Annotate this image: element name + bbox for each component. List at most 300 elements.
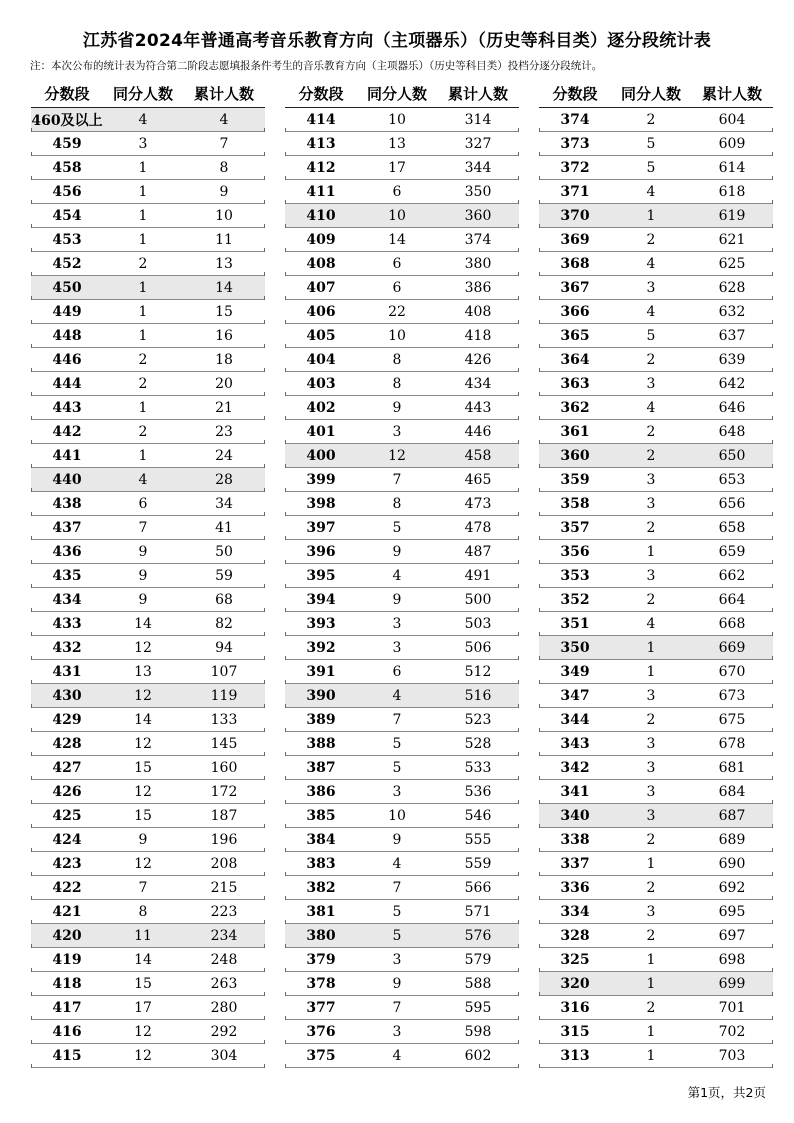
score-cell: 368 (560, 255, 590, 272)
table-row (539, 852, 773, 876)
score-cell: 386 (306, 783, 336, 800)
same-count-cell: 1 (646, 1023, 656, 1040)
same-count-cell: 4 (646, 303, 656, 320)
same-count-cell: 3 (646, 759, 656, 776)
table-row (31, 732, 265, 756)
cumulative-cell: 702 (718, 1023, 746, 1040)
table-row (31, 684, 265, 708)
table-row (31, 588, 265, 612)
same-count-cell: 2 (646, 591, 656, 608)
same-count-cell: 3 (646, 735, 656, 752)
same-count-cell: 13 (388, 135, 406, 152)
cumulative-cell: 528 (464, 735, 492, 752)
cumulative-cell: 9 (219, 183, 229, 200)
table-row (285, 492, 519, 516)
table-row (539, 252, 773, 276)
same-count-cell: 14 (134, 615, 152, 632)
same-count-cell: 1 (646, 855, 656, 872)
cumulative-cell: 598 (464, 1023, 492, 1040)
same-count-cell: 1 (138, 231, 148, 248)
cumulative-cell: 571 (464, 903, 492, 920)
same-count-cell: 3 (646, 783, 656, 800)
score-cell: 456 (52, 183, 82, 200)
same-count-cell: 3 (392, 783, 402, 800)
same-count-cell: 2 (138, 375, 148, 392)
table-row (31, 348, 265, 372)
cumulative-cell: 443 (464, 399, 492, 416)
score-cell: 404 (306, 351, 336, 368)
page-title: 江苏省2024年普通高考音乐教育方向（主项器乐）（历史等科目类）逐分段统计表 (82, 31, 712, 51)
same-count-cell: 3 (646, 495, 656, 512)
cumulative-cell: 208 (210, 855, 238, 872)
cumulative-cell: 639 (718, 351, 746, 368)
cumulative-cell: 21 (215, 399, 233, 416)
table-row (31, 276, 265, 300)
same-count-cell: 7 (138, 519, 148, 536)
score-cell: 425 (52, 807, 82, 824)
score-cell: 367 (560, 279, 590, 296)
table-row (31, 420, 265, 444)
same-count-cell: 9 (392, 591, 402, 608)
same-count-cell: 2 (646, 111, 656, 128)
table-row (285, 372, 519, 396)
cumulative-cell: 512 (464, 663, 492, 680)
cumulative-cell: 314 (464, 111, 492, 128)
cumulative-cell: 614 (718, 159, 746, 176)
same-count-cell: 1 (646, 1047, 656, 1064)
cumulative-cell: 478 (464, 519, 492, 536)
cumulative-cell: 632 (718, 303, 746, 320)
same-count-cell: 8 (392, 351, 402, 368)
same-count-cell: 5 (392, 759, 402, 776)
table-row (285, 780, 519, 804)
cumulative-cell: 68 (215, 591, 233, 608)
same-count-cell: 5 (392, 519, 402, 536)
cumulative-cell: 588 (464, 975, 492, 992)
score-cell: 364 (560, 351, 590, 368)
cumulative-cell: 684 (718, 783, 746, 800)
cumulative-cell: 687 (718, 807, 746, 824)
same-count-cell: 1 (138, 399, 148, 416)
table-row (539, 1020, 773, 1044)
table-row (31, 180, 265, 204)
cumulative-cell: 536 (464, 783, 492, 800)
score-cell: 349 (560, 663, 590, 680)
score-cell: 353 (560, 567, 590, 584)
cumulative-cell: 187 (210, 807, 238, 824)
table-row (285, 1044, 519, 1068)
table-column-3 (539, 80, 773, 1068)
score-cell: 344 (560, 711, 590, 728)
table-row (285, 756, 519, 780)
score-cell: 347 (560, 687, 590, 704)
table-row (31, 228, 265, 252)
table-row (285, 708, 519, 732)
cumulative-cell: 380 (464, 255, 492, 272)
same-count-cell: 1 (138, 207, 148, 224)
same-count-cell: 3 (646, 807, 656, 824)
same-count-cell: 1 (138, 447, 148, 464)
table-row (539, 972, 773, 996)
table-row (31, 876, 265, 900)
same-count-cell: 5 (646, 327, 656, 344)
same-count-cell: 22 (388, 303, 406, 320)
same-count-cell: 9 (138, 567, 148, 584)
cumulative-cell: 500 (464, 591, 492, 608)
cumulative-cell: 374 (464, 231, 492, 248)
table-row (285, 804, 519, 828)
cumulative-cell: 609 (718, 135, 746, 152)
same-count-cell: 4 (138, 111, 148, 128)
cumulative-cell: 10 (215, 207, 233, 224)
cumulative-cell: 678 (718, 735, 746, 752)
table-row (31, 972, 265, 996)
table-row (539, 804, 773, 828)
table-column-1 (31, 80, 265, 1068)
table-row (285, 612, 519, 636)
score-cell: 385 (306, 807, 336, 824)
same-count-cell: 12 (134, 735, 152, 752)
page-number: 第1页，共2页 (687, 1085, 766, 1100)
same-count-cell: 3 (392, 951, 402, 968)
score-cell: 370 (560, 207, 590, 224)
table-row (539, 588, 773, 612)
table-row (285, 228, 519, 252)
cumulative-cell: 701 (718, 999, 746, 1016)
score-cell: 416 (52, 1023, 82, 1040)
cumulative-cell: 697 (718, 927, 746, 944)
table-row (285, 660, 519, 684)
score-cell: 452 (52, 255, 82, 272)
score-cell: 365 (560, 327, 590, 344)
cumulative-cell: 487 (464, 543, 492, 560)
same-count-cell: 3 (392, 615, 402, 632)
same-count-cell: 15 (134, 975, 152, 992)
score-cell: 444 (52, 375, 82, 392)
score-cell: 395 (306, 567, 336, 584)
same-count-cell: 6 (392, 183, 402, 200)
table-row (31, 660, 265, 684)
table-row (539, 180, 773, 204)
score-cell: 357 (560, 519, 590, 536)
table-row (285, 1020, 519, 1044)
cumulative-cell: 619 (718, 207, 746, 224)
score-cell: 341 (560, 783, 590, 800)
table-row (285, 684, 519, 708)
cumulative-cell: 386 (464, 279, 492, 296)
table-row (539, 924, 773, 948)
table-row (31, 852, 265, 876)
table-row (285, 180, 519, 204)
cumulative-cell: 646 (718, 399, 746, 416)
score-cell: 441 (52, 447, 82, 464)
cumulative-cell: 503 (464, 615, 492, 632)
table-row (285, 996, 519, 1020)
score-cell: 430 (52, 687, 82, 704)
cumulative-cell: 119 (210, 687, 238, 704)
table-row (31, 492, 265, 516)
table-row (31, 372, 265, 396)
score-cell: 410 (306, 207, 336, 224)
score-cell: 363 (560, 375, 590, 392)
cumulative-cell: 458 (464, 447, 492, 464)
same-count-cell: 2 (138, 255, 148, 272)
same-count-cell: 3 (646, 903, 656, 920)
cumulative-cell: 695 (718, 903, 746, 920)
table-row (285, 972, 519, 996)
cumulative-cell: 491 (464, 567, 492, 584)
score-cell: 320 (560, 975, 590, 992)
same-count-cell: 2 (646, 879, 656, 896)
same-count-cell: 2 (138, 351, 148, 368)
same-count-cell: 3 (392, 423, 402, 440)
same-count-cell: 4 (392, 687, 402, 704)
same-count-cell: 10 (388, 111, 406, 128)
cumulative-cell: 637 (718, 327, 746, 344)
same-count-cell: 7 (392, 711, 402, 728)
same-count-cell: 1 (138, 183, 148, 200)
score-cell: 421 (52, 903, 82, 920)
table-row (539, 132, 773, 156)
same-count-cell: 14 (134, 711, 152, 728)
score-cell: 378 (306, 975, 336, 992)
same-count-cell: 1 (138, 159, 148, 176)
table-row (539, 1044, 773, 1068)
cumulative-cell: 13 (215, 255, 233, 272)
table-row (285, 828, 519, 852)
table-row (285, 444, 519, 468)
same-count-cell: 7 (392, 999, 402, 1016)
table-row (539, 324, 773, 348)
table-row (285, 108, 519, 132)
score-cell: 436 (52, 543, 82, 560)
table-row (31, 900, 265, 924)
cumulative-cell: 34 (215, 495, 233, 512)
same-count-cell: 15 (134, 807, 152, 824)
same-count-cell: 3 (646, 471, 656, 488)
same-count-cell: 1 (646, 951, 656, 968)
same-count-cell: 4 (646, 399, 656, 416)
cumulative-cell: 59 (215, 567, 233, 584)
score-cell: 422 (52, 879, 82, 896)
cumulative-cell: 618 (718, 183, 746, 200)
score-cell: 388 (306, 735, 336, 752)
same-count-cell: 1 (646, 663, 656, 680)
same-count-cell: 6 (392, 663, 402, 680)
table-row (539, 948, 773, 972)
table-column-2 (285, 80, 519, 1068)
same-count-cell: 1 (138, 303, 148, 320)
table-row (31, 996, 265, 1020)
same-count-cell: 10 (388, 327, 406, 344)
score-cell: 429 (52, 711, 82, 728)
cumulative-cell: 658 (718, 519, 746, 536)
same-count-cell: 9 (138, 543, 148, 560)
score-cell: 366 (560, 303, 590, 320)
table-row (539, 228, 773, 252)
score-cell: 390 (306, 687, 336, 704)
table-row (285, 300, 519, 324)
table-row (539, 516, 773, 540)
cumulative-cell: 4 (219, 111, 229, 128)
same-count-cell: 17 (134, 999, 152, 1016)
table-row (31, 1020, 265, 1044)
same-count-cell: 3 (646, 567, 656, 584)
cumulative-cell: 292 (210, 1023, 238, 1040)
cumulative-cell: 18 (215, 351, 233, 368)
table-header (539, 80, 773, 108)
table-row (31, 540, 265, 564)
score-cell: 337 (560, 855, 590, 872)
header-score: 分数段 (552, 85, 598, 103)
same-count-cell: 4 (392, 567, 402, 584)
same-count-cell: 2 (646, 351, 656, 368)
score-cell: 414 (306, 111, 336, 128)
score-cell: 389 (306, 711, 336, 728)
table-row (539, 396, 773, 420)
score-cell: 426 (52, 783, 82, 800)
cumulative-cell: 215 (210, 879, 238, 896)
score-cell: 372 (560, 159, 590, 176)
score-cell: 381 (306, 903, 336, 920)
table-row (539, 612, 773, 636)
table-row (539, 276, 773, 300)
table-row (285, 468, 519, 492)
header-cumulative: 累计人数 (193, 85, 254, 103)
score-cell: 374 (560, 111, 590, 128)
cumulative-cell: 576 (464, 927, 492, 944)
same-count-cell: 9 (392, 975, 402, 992)
same-count-cell: 12 (134, 639, 152, 656)
score-cell: 316 (560, 999, 590, 1016)
table-row (539, 684, 773, 708)
table-row (31, 132, 265, 156)
table-row (285, 924, 519, 948)
table-row (31, 156, 265, 180)
table-row (539, 780, 773, 804)
same-count-cell: 14 (388, 231, 406, 248)
cumulative-cell: 604 (718, 111, 746, 128)
table-row (31, 756, 265, 780)
same-count-cell: 7 (392, 471, 402, 488)
same-count-cell: 12 (134, 687, 152, 704)
cumulative-cell: 621 (718, 231, 746, 248)
score-cell: 328 (560, 927, 590, 944)
score-cell: 460及以上 (31, 112, 103, 129)
score-cell: 417 (52, 999, 82, 1016)
cumulative-cell: 23 (215, 423, 233, 440)
score-cell: 398 (306, 495, 336, 512)
score-cell: 409 (306, 231, 336, 248)
score-cell: 419 (52, 951, 82, 968)
score-cell: 420 (52, 927, 82, 944)
same-count-cell: 9 (392, 543, 402, 560)
cumulative-cell: 690 (718, 855, 746, 872)
table-row (31, 1044, 265, 1068)
same-count-cell: 4 (646, 183, 656, 200)
same-count-cell: 2 (646, 447, 656, 464)
same-count-cell: 9 (138, 591, 148, 608)
same-count-cell: 1 (646, 543, 656, 560)
same-count-cell: 17 (388, 159, 406, 176)
score-cell: 359 (560, 471, 590, 488)
score-cell: 392 (306, 639, 336, 656)
score-cell: 340 (560, 807, 590, 824)
score-cell: 433 (52, 615, 82, 632)
cumulative-cell: 263 (210, 975, 238, 992)
score-cell: 403 (306, 375, 336, 392)
cumulative-cell: 506 (464, 639, 492, 656)
score-cell: 315 (560, 1023, 590, 1040)
same-count-cell: 1 (138, 327, 148, 344)
table-row (539, 756, 773, 780)
score-cell: 450 (52, 279, 82, 296)
same-count-cell: 10 (388, 207, 406, 224)
score-cell: 334 (560, 903, 590, 920)
same-count-cell: 6 (138, 495, 148, 512)
table-row (285, 396, 519, 420)
same-count-cell: 3 (646, 375, 656, 392)
score-cell: 423 (52, 855, 82, 872)
score-cell: 325 (560, 951, 590, 968)
cumulative-cell: 692 (718, 879, 746, 896)
cumulative-cell: 699 (718, 975, 746, 992)
table-row (31, 564, 265, 588)
cumulative-cell: 670 (718, 663, 746, 680)
table-row (31, 708, 265, 732)
table-row (539, 420, 773, 444)
score-cell: 412 (306, 159, 336, 176)
cumulative-cell: 642 (718, 375, 746, 392)
cumulative-cell: 16 (215, 327, 233, 344)
cumulative-cell: 248 (210, 951, 238, 968)
score-cell: 428 (52, 735, 82, 752)
table-row (285, 852, 519, 876)
score-cell: 382 (306, 879, 336, 896)
table-row (31, 780, 265, 804)
score-cell: 351 (560, 615, 590, 632)
cumulative-cell: 473 (464, 495, 492, 512)
cumulative-cell: 595 (464, 999, 492, 1016)
cumulative-cell: 653 (718, 471, 746, 488)
same-count-cell: 3 (392, 1023, 402, 1040)
cumulative-cell: 426 (464, 351, 492, 368)
table-row (539, 204, 773, 228)
cumulative-cell: 28 (215, 471, 233, 488)
score-cell: 434 (52, 591, 82, 608)
cumulative-cell: 82 (215, 615, 233, 632)
table-row (539, 348, 773, 372)
header-same-count: 同分人数 (620, 85, 681, 103)
same-count-cell: 2 (646, 711, 656, 728)
same-count-cell: 10 (388, 807, 406, 824)
cumulative-cell: 160 (210, 759, 238, 776)
cumulative-cell: 280 (210, 999, 238, 1016)
score-cell: 449 (52, 303, 82, 320)
same-count-cell: 3 (646, 687, 656, 704)
table-row (31, 948, 265, 972)
cumulative-cell: 408 (464, 303, 492, 320)
table-row (31, 324, 265, 348)
table-row (285, 324, 519, 348)
header-score: 分数段 (298, 85, 344, 103)
table-row (539, 372, 773, 396)
same-count-cell: 9 (392, 399, 402, 416)
same-count-cell: 12 (134, 1047, 152, 1064)
cumulative-cell: 516 (464, 687, 492, 704)
cumulative-cell: 133 (210, 711, 238, 728)
same-count-cell: 2 (646, 231, 656, 248)
